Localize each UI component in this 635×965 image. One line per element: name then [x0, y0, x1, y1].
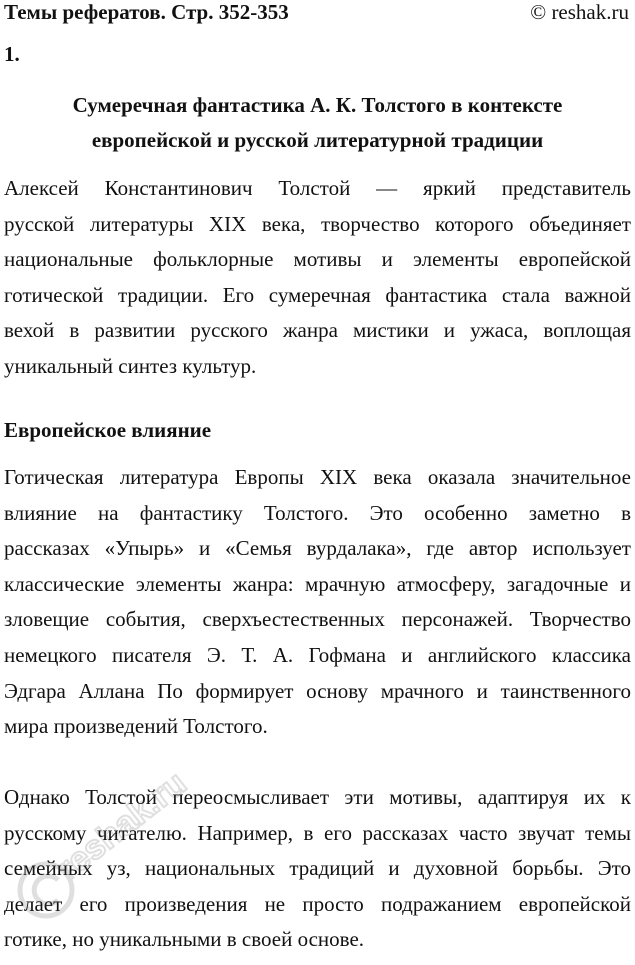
item-number: 1.: [4, 42, 20, 66]
topic-title-line: Сумеречная фантастика А. К. Толстого в контексте: [72, 93, 563, 117]
text-line: готике, но уникальными в своей основе.: [4, 927, 365, 952]
topic-title: [4, 88, 631, 158]
watermark-text: reshak.ru: [49, 764, 194, 889]
text-line: зловещие события, сверхъестественных персонажей. Творчество: [4, 607, 631, 632]
text-line: русской литературы XIX века, творчество которого объединяет: [4, 211, 631, 236]
text-line: семейных уз, национальных традиций и духовной борьбы. Это: [4, 856, 631, 881]
page-header: [4, 0, 629, 26]
text-line: уникальный синтез культур.: [4, 353, 257, 378]
text-line: Готическая литература Европы XIX века оказала значительное: [4, 465, 631, 489]
header-title: Темы рефератов. Стр. 352-353: [4, 0, 289, 24]
text-line: влияние на фантастику Толстого. Это особенно заметно в: [4, 500, 631, 525]
text-line: русскому читателю. Например, в его рассказах часто звучат темы: [4, 820, 631, 845]
paragraph-european-influence: [4, 460, 631, 745]
text-line: готической традиции. Его сумеречная фантастика стала важной: [4, 282, 631, 307]
text-line: мира произведений Толстого.: [4, 714, 268, 739]
text-line: рассказах «Упырь» и «Семья вурдалака», где автор использует: [4, 536, 631, 561]
topic-title-line: европейской и русской литературной традиции: [91, 128, 544, 152]
text-line: вехой в развитии русского жанра мистики и ужаса, воплощая: [4, 318, 631, 343]
text-line: делает его произведения не просто подражанием европейской: [4, 891, 631, 916]
section-heading: Европейское влияние: [4, 418, 212, 442]
header-source: © reshak.ru: [530, 0, 629, 24]
text-line: классические элементы жанра: мрачную атмосферу, загадочные и: [4, 571, 631, 596]
paragraph-adaptation: [4, 780, 631, 958]
text-line: Алексей Константинович Толстой — яркий представитель: [4, 176, 631, 200]
paragraph-intro: [4, 171, 631, 385]
text-line: Однако Толстой переосмысливает эти мотивы, адаптируя их к: [4, 785, 631, 809]
text-line: национальные фольклорные мотивы и элементы европейской: [4, 247, 631, 272]
text-line: Эдгара Аллана По формирует основу мрачного и таинственного: [4, 678, 631, 703]
text-line: немецкого писателя Э. Т. А. Гофмана и английского классика: [4, 642, 631, 667]
